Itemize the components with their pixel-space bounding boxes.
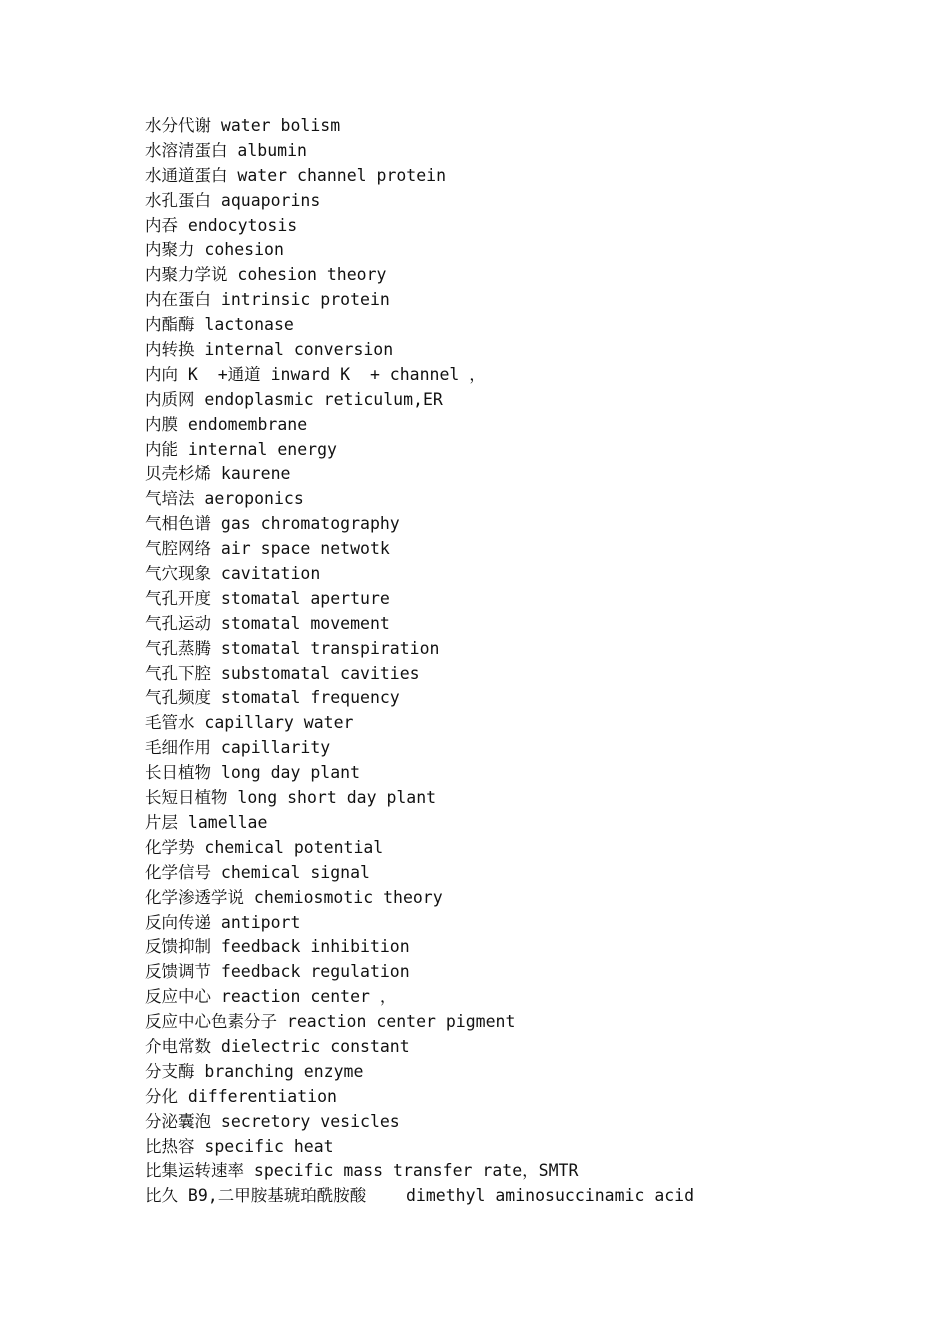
glossary-entry: 水通道蛋白 water channel protein (145, 165, 447, 185)
glossary-entry: 内在蛋白 intrinsic protein (145, 290, 390, 310)
glossary-entry: 气培法 aeroponics (145, 489, 304, 509)
glossary-entry: 气相色谱 gas chromatography (145, 514, 400, 534)
glossary-entry: 毛细作用 capillarity (145, 738, 331, 758)
glossary-entry: 气孔运动 stomatal movement (145, 613, 390, 633)
glossary-entry: 内膜 endomembrane (145, 414, 308, 434)
glossary-entry: 内向 K +通道 inward K + channel ， (145, 364, 486, 384)
glossary-entry: 分泌囊泡 secretory vesicles (145, 1111, 400, 1131)
glossary-entry: 水分代谢 water bolism (145, 116, 341, 135)
glossary-entry: 化学渗透学说 chemiosmotic theory (145, 887, 443, 907)
glossary-entry: 内聚力 cohesion (145, 240, 284, 260)
glossary-entry: 分化 differentiation (145, 1086, 337, 1106)
glossary-entry: 气孔开度 stomatal aperture (145, 588, 390, 608)
glossary-entry: 气孔下腔 substomatal cavities (145, 663, 420, 683)
glossary-entry: 内能 internal energy (145, 439, 337, 459)
glossary-entry: 水溶清蛋白 albumin (145, 140, 307, 160)
glossary-entry: 气孔频度 stomatal frequency (145, 688, 400, 708)
glossary-entry: 反馈抑制 feedback inhibition (145, 937, 410, 957)
glossary-entry: 内酯酶 lactonase (145, 315, 294, 335)
glossary-entry: 长日植物 long day plant (145, 763, 361, 783)
glossary-entry: 贝壳杉烯 kaurene (145, 464, 291, 484)
glossary-entry: 反向传递 antiport (145, 912, 301, 932)
glossary-entry: 比久 B9,二甲胺基琥珀酰胺酸 dimethyl aminosuccinamic acid (145, 1186, 695, 1206)
glossary-entry: 比热容 specific heat (145, 1136, 334, 1156)
glossary-entry: 内转换 internal conversion (145, 340, 394, 360)
glossary-entry: 毛管水 capillary water (145, 713, 354, 733)
glossary-entry: 气腔网络 air space netwotk (145, 539, 390, 559)
glossary-entry: 气穴现象 cavitation (145, 564, 321, 584)
glossary-entry: 分支酶 branching enzyme (145, 1061, 364, 1081)
glossary-entry: 反应中心色素分子 reaction center pigment (145, 1012, 516, 1032)
glossary-entry: 长短日植物 long short day plant (145, 788, 437, 808)
glossary-entry: 反应中心 reaction center ， (145, 987, 397, 1007)
glossary-entry: 气孔蒸腾 stomatal transpiration (145, 638, 440, 658)
glossary-entry: 化学信号 chemical signal (145, 862, 370, 882)
glossary-entry: 介电常数 dielectric constant (145, 1036, 410, 1056)
glossary-entry: 化学势 chemical potential (145, 837, 384, 857)
glossary-entry: 反馈调节 feedback regulation (145, 962, 410, 982)
glossary-entry: 水孔蛋白 aquaporins (145, 190, 321, 210)
glossary-entry: 内质网 endoplasmic reticulum,ER (145, 389, 443, 409)
glossary-entry: 片层 lamellae (145, 812, 268, 832)
glossary-entry: 比集运转速率 specific mass transfer rate，SMTR (145, 1161, 579, 1181)
glossary-list (145, 114, 694, 1209)
glossary-entry: 内聚力学说 cohesion theory (145, 265, 387, 285)
glossary-entry: 内吞 endocytosis (145, 215, 298, 235)
